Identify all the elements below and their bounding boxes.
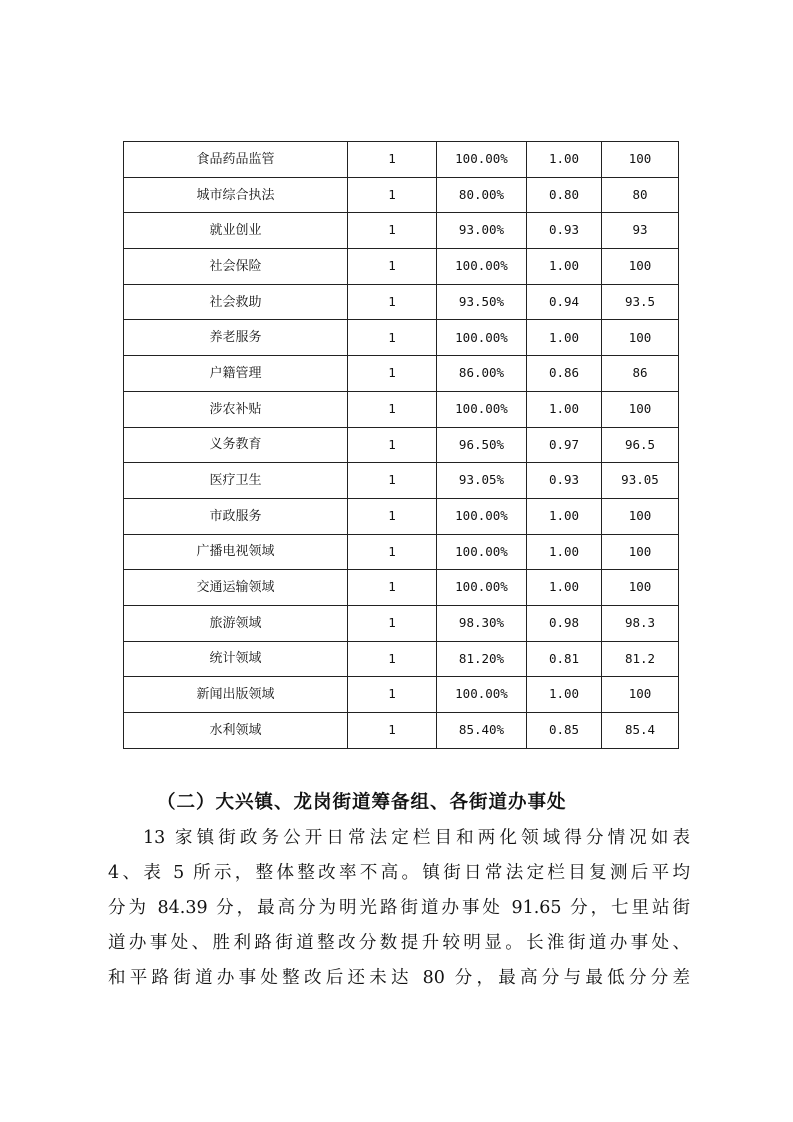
row-label-cell: 医疗卫生 (124, 463, 348, 499)
table-row (124, 391, 679, 427)
value-cell: 86 (602, 356, 679, 392)
row-label-cell: 城市综合执法 (124, 177, 348, 213)
value-cell: 93.00% (437, 213, 527, 249)
value-cell: 100 (602, 677, 679, 713)
value-cell: 1.00 (527, 320, 602, 356)
table-row (124, 142, 679, 178)
value-cell: 81.2 (602, 641, 679, 677)
paragraph-line: 13 家镇街政务公开日常法定栏目和两化领域得分情况如表 (143, 828, 690, 848)
table-row (124, 534, 679, 570)
row-label-cell: 广播电视领域 (124, 534, 348, 570)
value-cell: 100.00% (437, 391, 527, 427)
table-row (124, 463, 679, 499)
row-label-cell: 新闻出版领域 (124, 677, 348, 713)
value-cell: 1.00 (527, 142, 602, 178)
table-row (124, 177, 679, 213)
value-cell: 0.93 (527, 463, 602, 499)
table-row (124, 713, 679, 749)
value-cell: 100 (602, 391, 679, 427)
value-cell: 0.94 (527, 284, 602, 320)
section-paragraph (108, 821, 690, 996)
row-label-cell: 水利领域 (124, 713, 348, 749)
value-cell: 0.85 (527, 713, 602, 749)
row-label-cell: 旅游领域 (124, 605, 348, 641)
value-cell: 0.86 (527, 356, 602, 392)
table-row (124, 249, 679, 285)
table-row (124, 213, 679, 249)
value-cell: 0.93 (527, 213, 602, 249)
value-cell: 1.00 (527, 570, 602, 606)
value-cell: 96.50% (437, 427, 527, 463)
value-cell: 0.97 (527, 427, 602, 463)
value-cell: 1 (348, 284, 437, 320)
value-cell: 100.00% (437, 320, 527, 356)
table-row (124, 641, 679, 677)
value-cell: 85.4 (602, 713, 679, 749)
value-cell: 80 (602, 177, 679, 213)
value-cell: 80.00% (437, 177, 527, 213)
row-label-cell: 养老服务 (124, 320, 348, 356)
value-cell: 100.00% (437, 534, 527, 570)
paragraph-line: 和平路街道办事处整改后还未达 80 分，最高分与最低分分差 (108, 968, 690, 988)
score-table (123, 141, 679, 749)
value-cell: 100 (602, 498, 679, 534)
paragraph-line: 分为 84.39 分，最高分为明光路街道办事处 91.65 分，七里站街 (108, 898, 690, 918)
value-cell: 96.5 (602, 427, 679, 463)
table-row (124, 605, 679, 641)
value-cell: 100.00% (437, 570, 527, 606)
table-row (124, 427, 679, 463)
value-cell: 1 (348, 142, 437, 178)
row-label-cell: 义务教育 (124, 427, 348, 463)
value-cell: 100 (602, 142, 679, 178)
value-cell: 0.80 (527, 177, 602, 213)
value-cell: 1 (348, 427, 437, 463)
value-cell: 0.81 (527, 641, 602, 677)
table-row (124, 284, 679, 320)
value-cell: 98.3 (602, 605, 679, 641)
row-label-cell: 社会保险 (124, 249, 348, 285)
value-cell: 1 (348, 249, 437, 285)
value-cell: 100.00% (437, 677, 527, 713)
value-cell: 1.00 (527, 498, 602, 534)
value-cell: 100.00% (437, 498, 527, 534)
value-cell: 1.00 (527, 249, 602, 285)
value-cell: 81.20% (437, 641, 527, 677)
value-cell: 1.00 (527, 677, 602, 713)
paragraph-line: 道办事处、胜利路街道整改分数提升较明显。长淮街道办事处、 (108, 933, 690, 953)
value-cell: 85.40% (437, 713, 527, 749)
row-label-cell: 市政服务 (124, 498, 348, 534)
value-cell: 100 (602, 249, 679, 285)
value-cell: 1 (348, 713, 437, 749)
value-cell: 1 (348, 570, 437, 606)
value-cell: 100 (602, 534, 679, 570)
row-label-cell: 统计领域 (124, 641, 348, 677)
value-cell: 100 (602, 570, 679, 606)
paragraph-line: 4、表 5 所示，整体整改率不高。镇街日常法定栏目复测后平均 (108, 863, 690, 883)
value-cell: 1 (348, 641, 437, 677)
value-cell: 93.50% (437, 284, 527, 320)
value-cell: 100 (602, 320, 679, 356)
value-cell: 1 (348, 498, 437, 534)
row-label-cell: 食品药品监管 (124, 142, 348, 178)
value-cell: 86.00% (437, 356, 527, 392)
value-cell: 1 (348, 677, 437, 713)
value-cell: 1.00 (527, 534, 602, 570)
value-cell: 1 (348, 356, 437, 392)
value-cell: 93 (602, 213, 679, 249)
section-heading: （二）大兴镇、龙岗街道筹备组、各街道办事处 (157, 792, 567, 813)
row-label-cell: 户籍管理 (124, 356, 348, 392)
table-row (124, 677, 679, 713)
value-cell: 1 (348, 177, 437, 213)
score-table-body (124, 142, 679, 749)
table-row (124, 320, 679, 356)
value-cell: 93.5 (602, 284, 679, 320)
row-label-cell: 交通运输领域 (124, 570, 348, 606)
value-cell: 1 (348, 320, 437, 356)
table-row (124, 498, 679, 534)
value-cell: 1 (348, 463, 437, 499)
value-cell: 0.98 (527, 605, 602, 641)
table-row (124, 570, 679, 606)
value-cell: 1 (348, 605, 437, 641)
row-label-cell: 社会救助 (124, 284, 348, 320)
table-row (124, 356, 679, 392)
value-cell: 1 (348, 213, 437, 249)
value-cell: 100.00% (437, 142, 527, 178)
value-cell: 1 (348, 391, 437, 427)
value-cell: 100.00% (437, 249, 527, 285)
value-cell: 1.00 (527, 391, 602, 427)
value-cell: 93.05 (602, 463, 679, 499)
row-label-cell: 就业创业 (124, 213, 348, 249)
value-cell: 98.30% (437, 605, 527, 641)
value-cell: 93.05% (437, 463, 527, 499)
row-label-cell: 涉农补贴 (124, 391, 348, 427)
value-cell: 1 (348, 534, 437, 570)
